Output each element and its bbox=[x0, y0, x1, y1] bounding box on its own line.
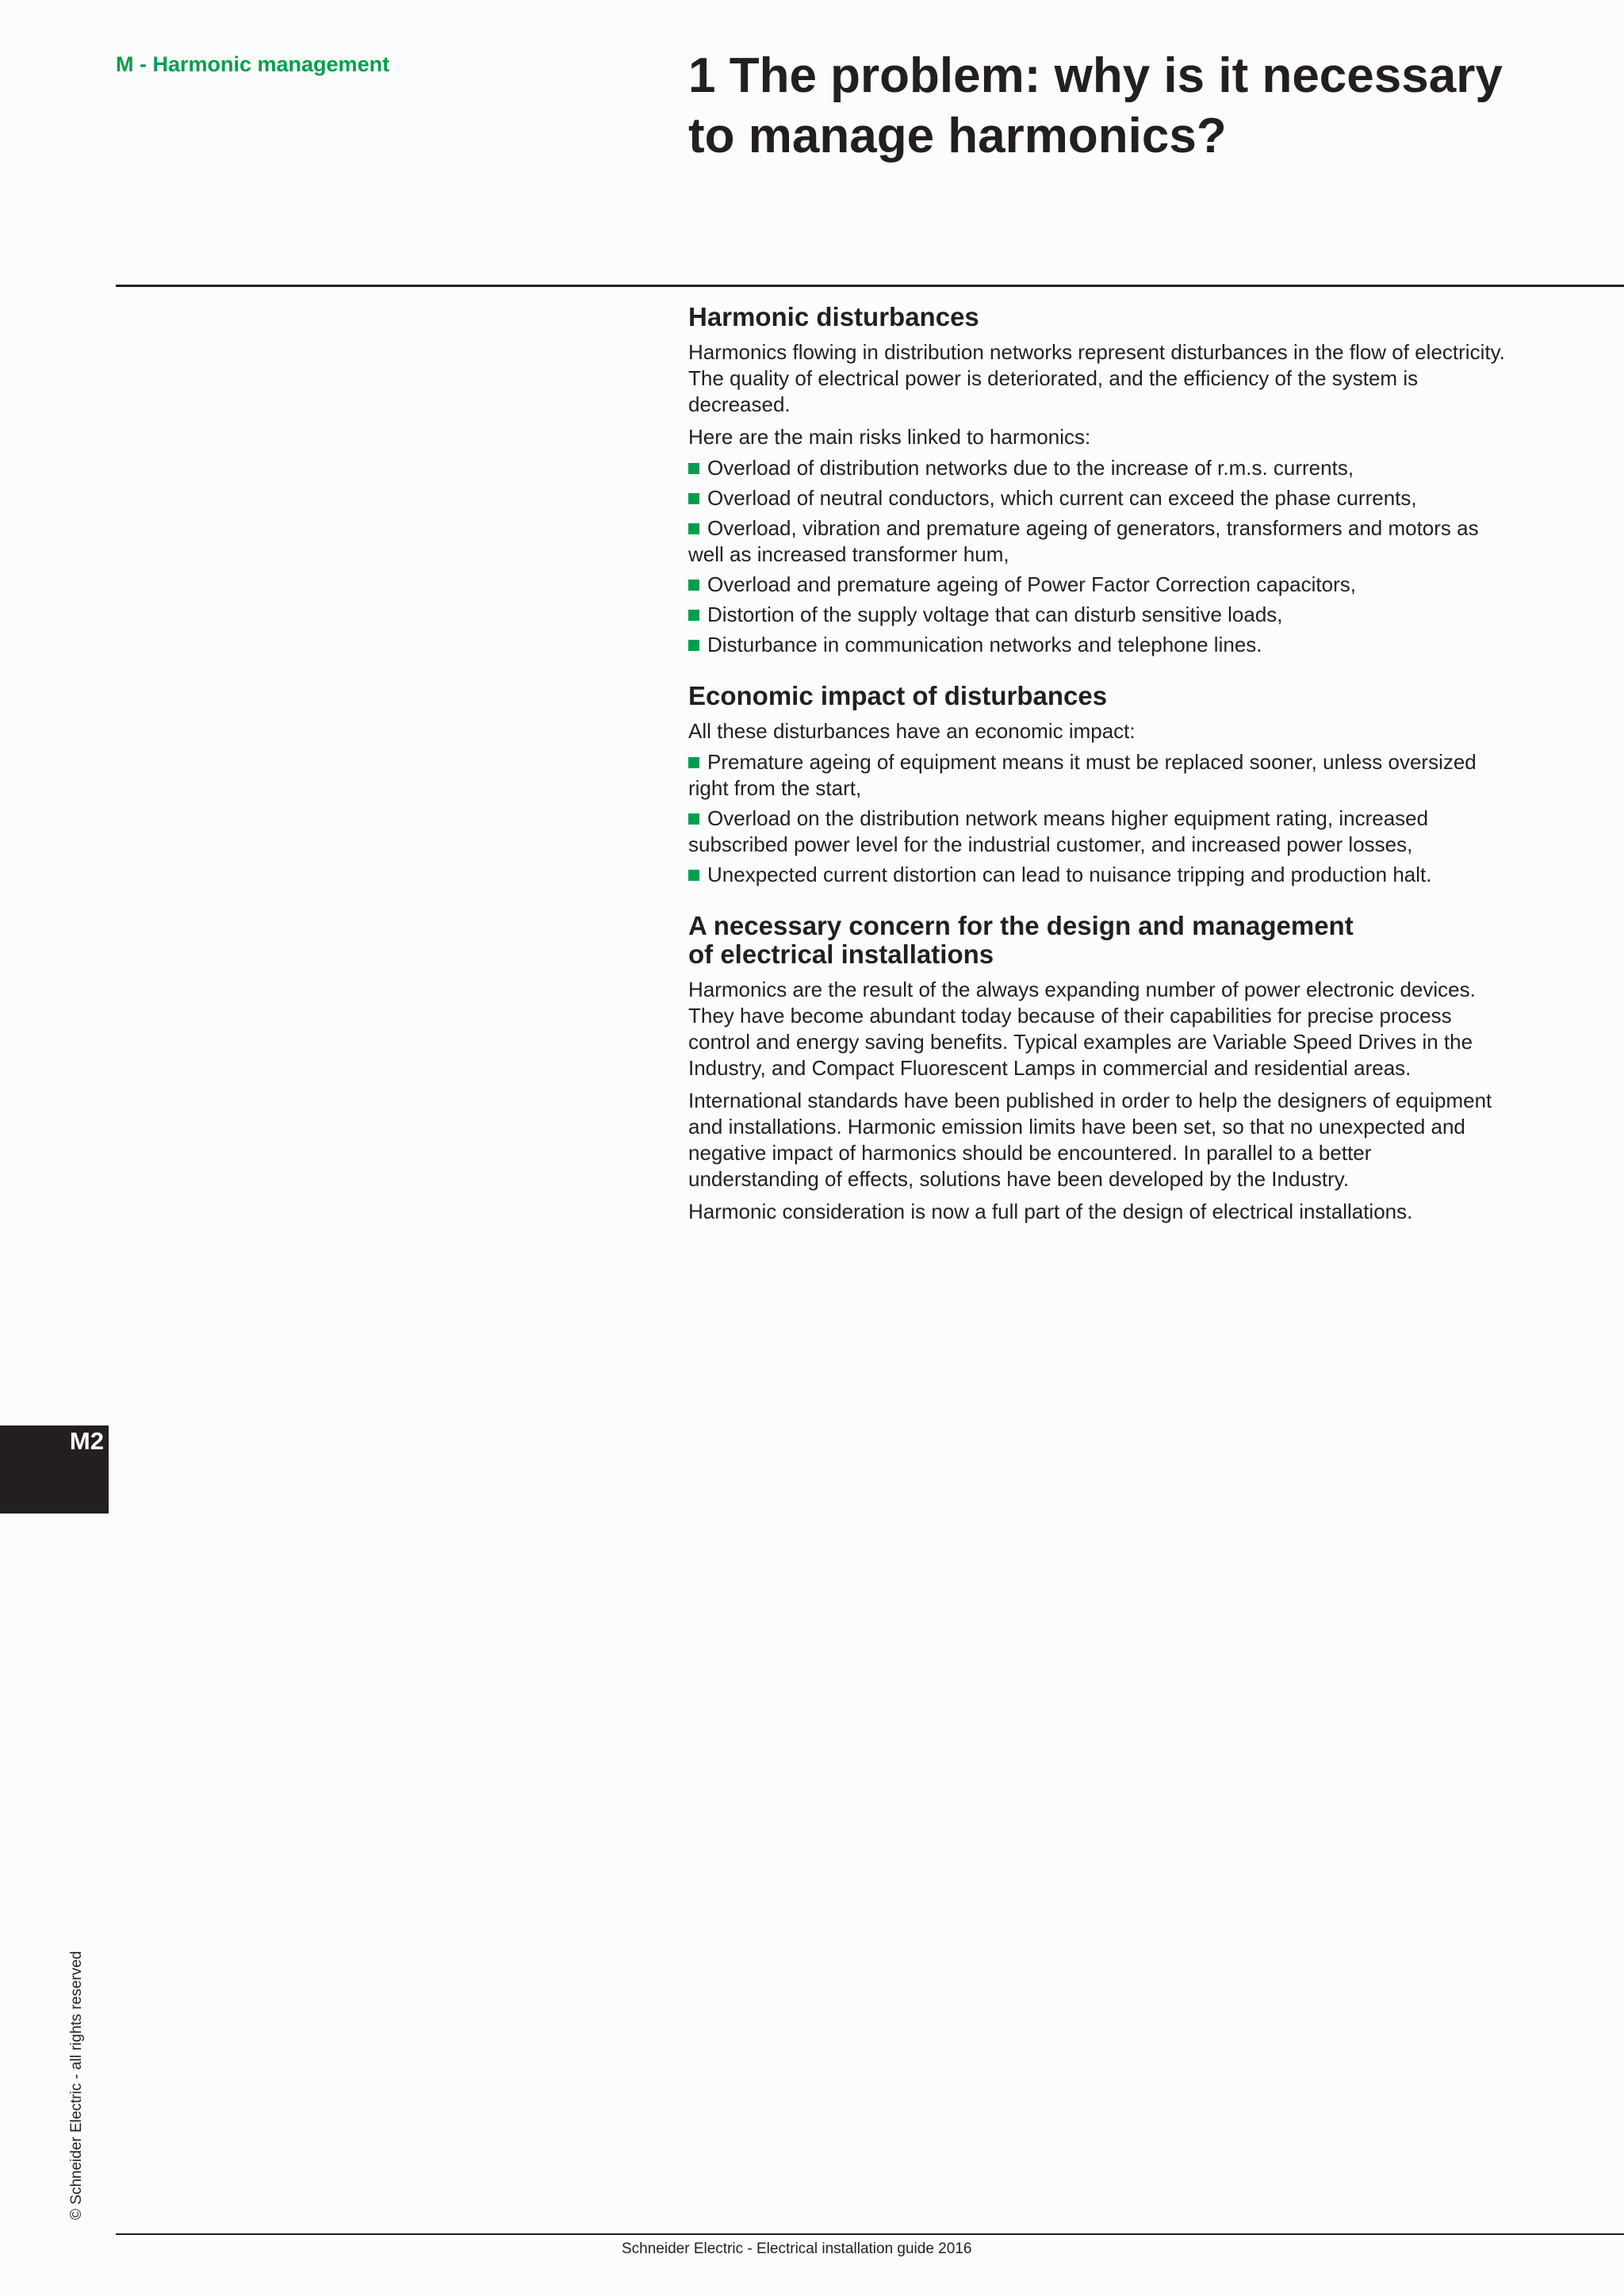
copyright-notice: © Schneider Electric - all rights reserved bbox=[68, 1950, 85, 2220]
heading-economic-impact: Economic impact of disturbances bbox=[688, 681, 1108, 710]
footer-text: Schneider Electric - Electrical installation guide 2016 bbox=[622, 2241, 972, 2257]
chapter-title-line-2: to manage harmonics? bbox=[688, 109, 1227, 163]
section-label: M - Harmonic management bbox=[116, 52, 390, 76]
page-number-tab bbox=[0, 1425, 109, 1513]
list-item: Premature ageing of equipment means it must be replaced sooner, unless oversized right from the start, bbox=[688, 750, 1477, 800]
bullet-square-icon bbox=[688, 463, 699, 474]
heading-line-1: A necessary concern for the design and management bbox=[688, 911, 1354, 940]
list-item: Overload on the distribution network means higher equipment rating, increased subscribed power level for the industrial customer, and increased power losses, bbox=[688, 806, 1429, 856]
chapter-title-line-1: 1 The problem: why is it necessary bbox=[688, 48, 1503, 103]
paragraph: Harmonics flowing in distribution networks represent disturbances in the flow of electricity. The quality of electrical power is deteriorated, and the efficiency of the system is decreased. bbox=[688, 340, 1505, 416]
main-content bbox=[688, 303, 1505, 1231]
paragraph: Here are the main risks linked to harmonics: bbox=[688, 425, 1091, 449]
list-item: Disturbance in communication networks and telephone lines. bbox=[688, 632, 1505, 658]
bullet-square-icon bbox=[688, 610, 699, 621]
list-item: Overload and premature ageing of Power Factor Correction capacitors, bbox=[688, 572, 1505, 598]
footer-divider bbox=[116, 2233, 1624, 2235]
heading-line-2: of electrical installations bbox=[688, 939, 994, 969]
heading-design-concern bbox=[688, 912, 1505, 969]
list-item: Overload of neutral conductors, which current can exceed the phase currents, bbox=[688, 485, 1505, 511]
paragraph: International standards have been published in order to help the designers of equipment and installations. Harmonic emission limits have been set, so that no unexpected and negative impact of harmonics should be encountered. In parallel to a better understanding of effects, solutions have been developed by the Industry. bbox=[688, 1089, 1492, 1191]
list-item: Overload, vibration and premature ageing of generators, transformers and motors as well as increased transformer hum, bbox=[688, 516, 1479, 566]
page-number: M2 bbox=[69, 1427, 104, 1455]
bullet-square-icon bbox=[688, 870, 699, 881]
paragraph: Harmonics are the result of the always expanding number of power electronic devices. They have become abundant today because of their capabilities for precise process control and energy saving benefits. Typical examples are Variable Speed Drives in the Industry, and Compact Fluorescent Lamps in commercial and residential areas. bbox=[688, 978, 1476, 1080]
bullet-square-icon bbox=[688, 757, 699, 768]
bullet-square-icon bbox=[688, 640, 699, 651]
heading-harmonic-disturbances: Harmonic disturbances bbox=[688, 302, 979, 331]
header-divider bbox=[116, 285, 1624, 287]
list-item: Overload of distribution networks due to the increase of r.m.s. currents, bbox=[688, 455, 1505, 481]
bullet-square-icon bbox=[688, 493, 699, 504]
paragraph: Harmonic consideration is now a full part of the design of electrical installations. bbox=[688, 1200, 1413, 1223]
chapter-title bbox=[688, 46, 1608, 166]
list-item: Distortion of the supply voltage that can disturb sensitive loads, bbox=[688, 602, 1505, 628]
list-item: Unexpected current distortion can lead to nuisance tripping and production halt. bbox=[688, 862, 1505, 888]
paragraph: All these disturbances have an economic impact: bbox=[688, 719, 1136, 743]
bullet-square-icon bbox=[688, 523, 699, 534]
bullet-square-icon bbox=[688, 580, 699, 591]
bullet-square-icon bbox=[688, 813, 699, 825]
